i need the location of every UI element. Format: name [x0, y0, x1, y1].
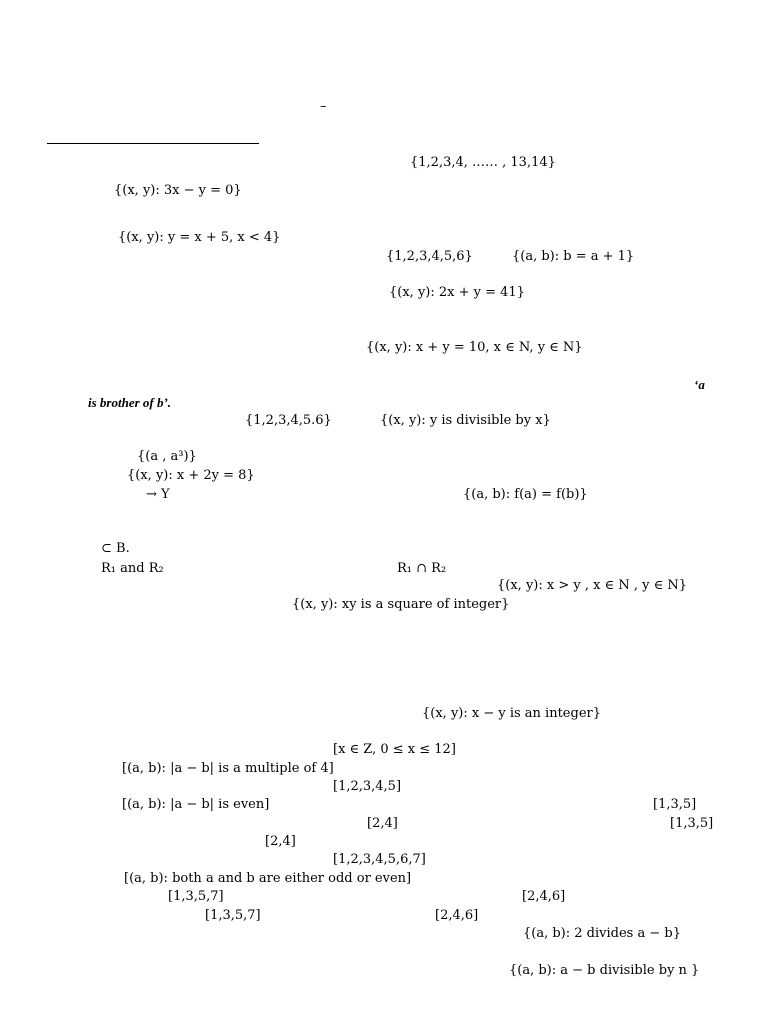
relation-fa-eq-fb: {(a, b): f(a) = f(b)} [463, 487, 588, 502]
dash-mark: – [320, 99, 327, 114]
set-even-b: [2,4,6] [435, 908, 479, 923]
relation-divisible-by-n: {(a, b): a − b divisible by n } [509, 963, 700, 978]
set-1-to-5-6: {1,2,3,4,5.6} [245, 413, 332, 428]
relation-multiple-of-4: [(a, b): |a − b| is a multiple of 4] [122, 761, 334, 776]
relation-odd-or-even: [(a, b): both a and b are either odd or even] [124, 871, 412, 886]
relation-divisible: {(x, y): y is divisible by x} [380, 413, 551, 428]
brother-quote-start: ‘a [694, 377, 705, 392]
relation-x-plus-y-10: {(x, y): x + y = 10, x ∈ N, y ∈ N} [366, 340, 583, 355]
set-1-3-5-b: [1,3,5] [670, 816, 714, 831]
set-2-4-a: [2,4] [367, 816, 398, 831]
set-1-to-14: {1,2,3,4, …… , 13,14} [410, 155, 556, 170]
section-rule [47, 143, 259, 144]
relation-x-minus-y-integer: {(x, y): x − y is an integer} [422, 706, 601, 721]
relation-2x-plus-y: {(x, y): 2x + y = 41} [389, 285, 525, 300]
relation-x-plus-2y: {(x, y): x + 2y = 8} [127, 468, 255, 483]
relation-x-gt-y: {(x, y): x > y , x ∈ N , y ∈ N} [497, 578, 687, 593]
set-1-3-5-a: [1,3,5] [653, 797, 697, 812]
relation-2-divides: {(a, b): 2 divides a − b} [523, 926, 681, 941]
set-1-to-6: {1,2,3,4,5,6} [386, 249, 473, 264]
relation-y-eq-x-plus-5: {(x, y): y = x + 5, x < 4} [118, 230, 281, 245]
relation-xy-square: {(x, y): xy is a square of integer} [292, 597, 510, 612]
r1-intersect-r2: R₁ ∩ R₂ [397, 561, 447, 576]
relation-3x-minus-y: {(x, y): 3x − y = 0} [114, 183, 242, 198]
relation-abs-even: [(a, b): |a − b| is even] [122, 797, 270, 812]
subset-b: ⊂ B. [101, 541, 130, 556]
set-even-a: [2,4,6] [522, 889, 566, 904]
r1-and-r2: R₁ and R₂ [101, 561, 164, 576]
set-2-4-b: [2,4] [265, 834, 296, 849]
relation-b-eq-a-plus-1: {(a, b): b = a + 1} [512, 249, 635, 264]
set-odd-a: [1,3,5,7] [168, 889, 224, 904]
set-odd-b: [1,3,5,7] [205, 908, 261, 923]
brother-quote-end: is brother of b’. [88, 395, 172, 410]
set-x-in-z: [x ∈ Z, 0 ≤ x ≤ 12] [333, 742, 456, 757]
function-arrow-y: → Y [146, 487, 170, 502]
relation-a-a-cubed: {(a , a³)} [137, 449, 197, 464]
set-1-to-5: [1,2,3,4,5] [333, 779, 402, 794]
set-1-to-7: [1,2,3,4,5,6,7] [333, 852, 426, 867]
